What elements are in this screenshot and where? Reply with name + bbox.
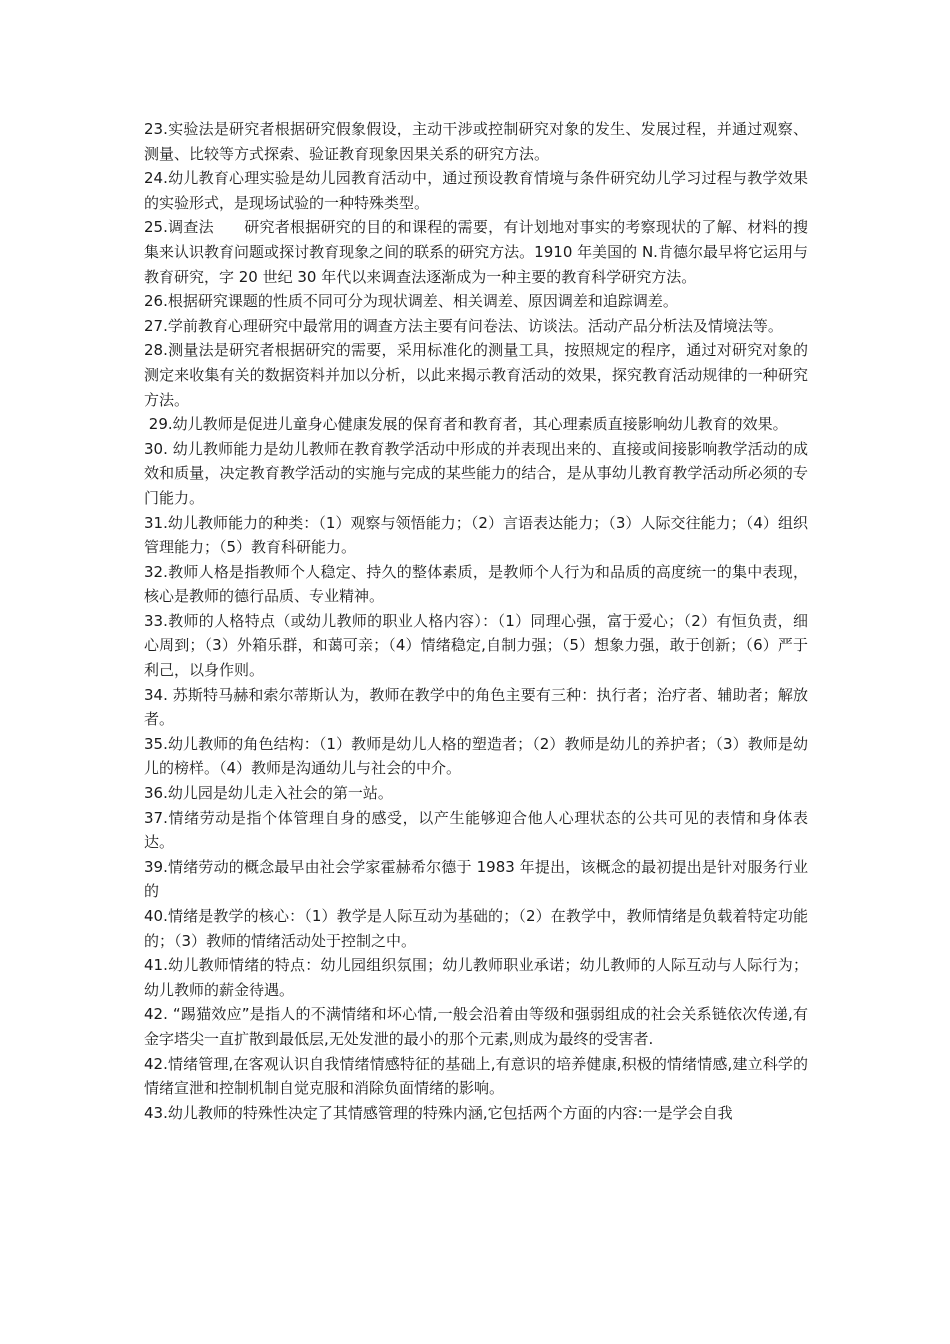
paragraph-35: 35.幼儿教师的角色结构：（1）教师是幼儿人格的塑造者；（2）教师是幼儿的养护者；（3）教师是幼儿的榜样。（4）教师是沟通幼儿与社会的中介。: [144, 734, 808, 778]
paragraph-24: 24.幼儿教育心理实验是幼儿园教育活动中，通过预设教育情境与条件研究幼儿学习过程与教学效果的实验形式，是现场试验的一种特殊类型。: [144, 169, 808, 212]
paragraph-28: 28.测量法是研究者根据研究的需要，采用标准化的测量工具，按照规定的程序，通过对研究对象的测定来收集有关的数据资料并加以分析，以此来揭示教育活动的效果，探究教育活动规律的一种研究方法。: [144, 341, 808, 409]
paragraph-25: 25.调查法 研究者根据研究的目的和课程的需要，有计划地对事实的考察现状的了解、材料的搜集来认识教育问题或探讨教育现象之间的联系的研究方法。1910 年美国的 N.肯德尔最早将它运用与教育研究，字 20 世纪 30 年代以来调查法逐渐成为一种主要的教育科学研究方法。: [144, 218, 808, 286]
paragraph-41: 41.幼儿教师情绪的特点：幼儿园组织氛围；幼儿教师职业承诺；幼儿教师的人际互动与人际行为；幼儿教师的薪金待遇。: [144, 956, 808, 999]
paragraph-23: 23.实验法是研究者根据研究假象假设，主动干涉或控制研究对象的发生、发展过程，并通过观察、测量、比较等方式探索、验证教育现象因果关系的研究方法。: [144, 120, 808, 163]
paragraph-32: 32.教师人格是指教师个人稳定、持久的整体素质，是教师个人行为和品质的高度统一的集中表现，核心是教师的德行品质、专业精神。: [144, 562, 808, 606]
paragraph-29: 29.幼儿教师是促进儿童身心健康发展的保育者和教育者，其心理素质直接影响幼儿教育的效果。: [144, 415, 788, 434]
paragraph-31: 31.幼儿教师能力的种类：（1）观察与领悟能力；（2）言语表达能力；（3）人际交往能力；（4）组织管理能力；（5）教育科研能力。: [144, 513, 808, 557]
paragraph-42-kick-cat-effect: 42. “踢猫效应”是指人的不满情绪和坏心情,一般会沿着由等级和强弱组成的社会关系链依次传递,有金字塔尖一直扩散到最低层,无处发泄的最小的那个元素,则成为最终的受害者.: [144, 1005, 808, 1048]
paragraph-39: 39.情绪劳动的概念最早由社会学家霍赫希尔德于 1983 年提出，该概念的最初提出是针对服务行业的: [144, 857, 808, 901]
paragraph-36: 36.幼儿园是幼儿走入社会的第一站。: [144, 784, 393, 803]
paragraph-27: 27.学前教育心理研究中最常用的调查方法主要有问卷法、访谈法。活动产品分析法及情境法等。: [144, 316, 783, 335]
paragraph-37: 37.情绪劳动是指个体管理自身的感受，以产生能够迎合他人心理状态的公共可见的表情和身体表达。: [144, 808, 808, 852]
paragraph-26: 26.根据研究课题的性质不同可分为现状调差、相关调差、原因调差和追踪调差。: [144, 292, 678, 311]
paragraph-30: 30. 幼儿教师能力是幼儿教师在教育教学活动中形成的并表现出来的、直接或间接影响教学活动的成效和质量，决定教育教学活动的实施与完成的某些能力的结合，是从事幼儿教育教学活动所必须的专门能力。: [144, 439, 808, 507]
paragraph-34: 34. 苏斯特马赫和索尔蒂斯认为，教师在教学中的角色主要有三种：执行者；治疗者、辅助者；解放者。: [144, 685, 808, 729]
paragraph-33: 33.教师的人格特点（或幼儿教师的职业人格内容）：（1）同理心强，富于爱心；（2）有恒负责，细心周到；（3）外箱乐群，和蔼可亲；（4）情绪稳定,自制力强；（5）想象力强，敢于创新；（6）严于利己，以身作则。: [144, 611, 808, 680]
document-body: [144, 117, 808, 1125]
paragraph-42-emotion-management: 42.情绪管理,在客观认识自我情绪情感特征的基础上,有意识的培养健康,积极的情绪情感,建立科学的情绪宣泄和控制机制自觉克服和消除负面情绪的影响。: [144, 1054, 808, 1098]
paragraph-40: 40.情绪是教学的核心：（1）教学是人际互动为基础的；（2）在教学中，教师情绪是负载着特定功能的；（3）教师的情绪活动处于控制之中。: [144, 907, 808, 950]
paragraph-43: 43.幼儿教师的特殊性决定了其情感管理的特殊内涵,它包括两个方面的内容:一是学会自我: [144, 1103, 733, 1122]
